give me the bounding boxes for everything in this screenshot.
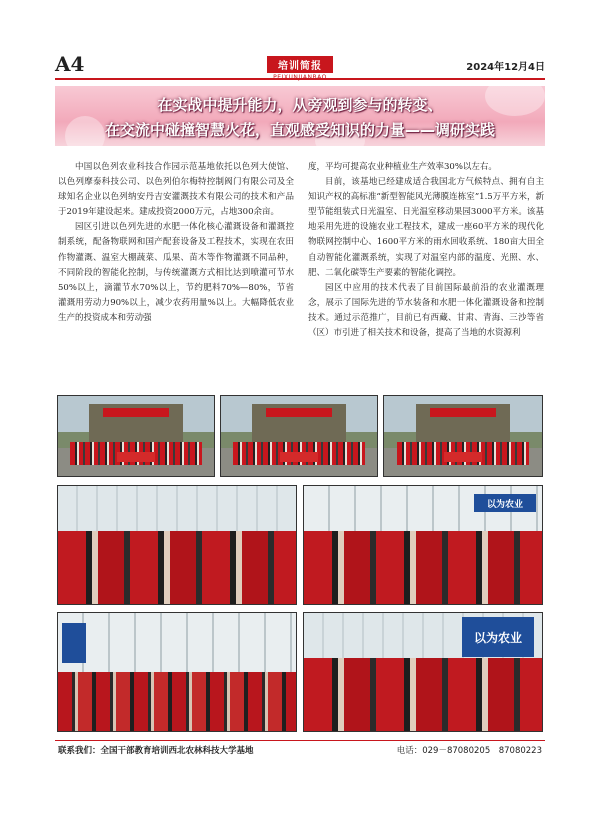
company-sign-text: 以为农业 — [486, 499, 523, 510]
headline-banner — [55, 86, 545, 146]
footer-phone: 电话：029－87080205 87080223 — [396, 746, 542, 756]
article-paragraph: 园区中应用的技术代表了目前国际最前沿的农业灌溉理念，展示了国际先进的节水装备和水肥一体化灌溉设备和控制技术。通过示范推广，目前已有西藏、甘肃、青海、三沙等省（区）市引进了相关技术和设备，提高了当地的水资源利 — [308, 282, 544, 339]
page-number: A4 — [55, 52, 85, 76]
header-divider — [55, 78, 545, 80]
article-paragraph-continued: 度，平均可提高农业种植业生产效率30%以左右。 — [308, 162, 497, 172]
photo-presentation — [303, 612, 543, 732]
article-paragraph: 中国以色列农业科技合作园示范基地依托以色列大使馆、以色列摩泰科技公司、以色列伯尔梅特控制阀门有限公司及全球知名企业以色列纳安丹吉安灌溉技术有限公司的技术和产品于2019年建设起来。建成投资2000万元，占地300余亩。 — [58, 162, 294, 218]
company-sign — [474, 494, 536, 512]
brand-name: 培训简报 — [267, 56, 333, 73]
article-paragraph: 园区引进以色列先进的水肥一体化核心灌溉设备和灌溉控制系统，配备物联网和国产配套设备及工程技术，实现在农田作物灌溉、温室大棚蔬菜、瓜果、苗木等作物灌溉不同品种，不同阶段的智能化控制，与传统灌溉方式相比达到喷灌可节水50%以上，滴灌节水70%以上，节约肥料70%—80%，节省灌溉用劳动力90%以上，减少农药用量%以上。大幅降低农业生产的投资成本和劳动强 — [58, 222, 294, 323]
footer-contact: 联系我们：全国干部教育培训西北农林科技大学基地 — [58, 746, 254, 756]
photo-greenhouse-walk — [57, 485, 297, 605]
article-column-right — [308, 160, 544, 341]
photo-greenhouse-visit — [303, 485, 543, 605]
wall-sign — [62, 623, 86, 663]
photo-hall-crowd — [57, 612, 297, 732]
photo-group-gate-2 — [220, 395, 378, 477]
article-paragraph: 目前，该基地已经建成适合我国北方气候特点、拥有自主知识产权的高标准“新型智能风光薄膜连栋室”1.5万平方米，新型节能组装式日光温室、日光温室移动果园3000平方米。该基地采用先进的设施农业工程技术，建成一座60平方米的现代化物联网控制中心、1600平方米的雨水回收系统、180亩大田全自动智能化灌溉系统，实现了对温室内部的温度、光照、水、肥、二氧化碳等生产要素的智能化调控。 — [308, 177, 544, 278]
article-column-left — [58, 160, 294, 326]
page-header — [55, 52, 545, 78]
footer-divider — [55, 740, 545, 741]
headline-line-2: 在交流中碰撞智慧火花，直观感受知识的力量——调研实践 — [104, 121, 495, 139]
issue-date: 2024年12月4日 — [466, 62, 545, 73]
photo-group-gate-3 — [383, 395, 543, 477]
company-sign-large — [462, 617, 534, 657]
company-sign-text: 以为农业 — [473, 630, 522, 645]
headline-line-1: 在实战中提升能力，从旁观到参与的转变、 — [157, 96, 443, 114]
photo-group-gate-1 — [57, 395, 215, 477]
